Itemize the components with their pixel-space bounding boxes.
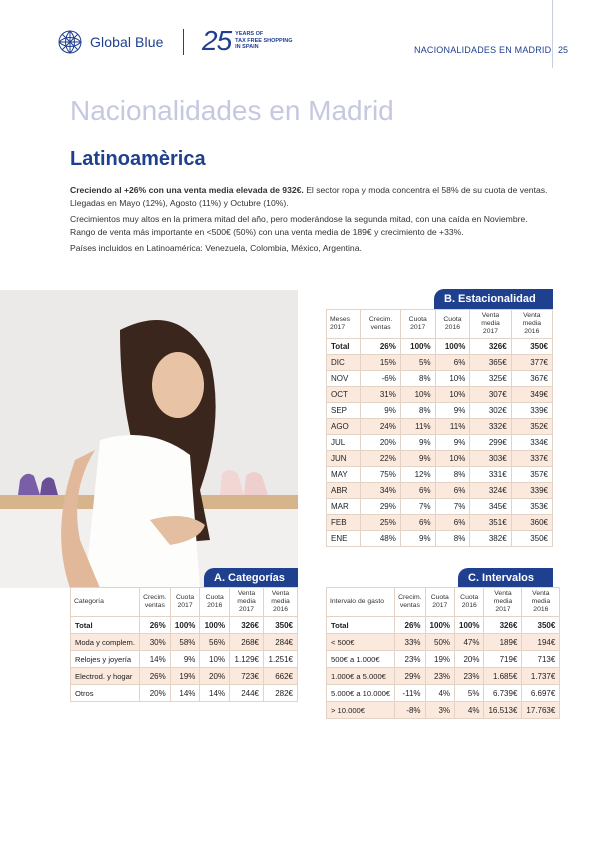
column-header: Cuota 2016 <box>200 588 230 617</box>
row-label: JUL <box>327 435 361 451</box>
table-row <box>327 483 553 499</box>
header-separator <box>183 29 184 55</box>
anniversary-line-3: IN SPAIN <box>235 44 259 51</box>
table-cell: 26% <box>361 339 401 355</box>
table-cell: 1.737€ <box>522 668 560 685</box>
table-row <box>71 651 298 668</box>
table-cell: 3% <box>425 702 454 719</box>
column-header: Meses 2017 <box>327 310 361 339</box>
globe-icon <box>56 28 84 56</box>
table-cell: 20% <box>200 668 230 685</box>
table-cell: 23% <box>455 668 484 685</box>
table-cell: 244€ <box>230 685 264 702</box>
table-body <box>327 617 560 719</box>
table-cell: 47% <box>455 634 484 651</box>
table-intervalos <box>326 587 560 719</box>
table-cell: 100% <box>425 617 454 634</box>
column-header: Cuota 2016 <box>435 310 470 339</box>
row-label: Electrod. y hogar <box>71 668 140 685</box>
table-total-row <box>327 339 553 355</box>
table-row <box>327 634 560 651</box>
row-label: ABR <box>327 483 361 499</box>
table-b-label: B. Estacionalidad <box>434 289 553 309</box>
table-row <box>327 467 553 483</box>
table-body <box>71 617 298 702</box>
row-label: 1.000€ a 5.000€ <box>327 668 395 685</box>
table-row <box>327 419 553 435</box>
table-cell: 34% <box>361 483 401 499</box>
table-cell: 350€ <box>264 617 298 634</box>
table-cell: 25% <box>361 515 401 531</box>
row-label: > 10.000€ <box>327 702 395 719</box>
table-cell: 303€ <box>470 451 511 467</box>
table-row <box>327 435 553 451</box>
table-cell: 377€ <box>511 355 552 371</box>
column-header: Venta media 2017 <box>470 310 511 339</box>
table-cell: 19% <box>170 668 200 685</box>
table-cell: 332€ <box>470 419 511 435</box>
table-cell: 16.513€ <box>484 702 522 719</box>
row-label: Moda y complem. <box>71 634 140 651</box>
anniversary-badge <box>202 27 293 55</box>
table-cell: 56% <box>200 634 230 651</box>
row-label: SEP <box>327 403 361 419</box>
table-cell: 100% <box>455 617 484 634</box>
row-label: 500€ a 1.000€ <box>327 651 395 668</box>
table-cell: 8% <box>435 531 470 547</box>
anniversary-line-1: YEARS OF <box>235 31 264 38</box>
intro-paragraph-1-rest: El sector ropa y moda concentra el 58% de su cuota de ventas. Llegadas en Mayo (12%), Agosto (11%) y Octubre (10%). <box>70 185 548 208</box>
table-cell: 189€ <box>484 634 522 651</box>
column-header: Cuota 2017 <box>425 588 454 617</box>
column-header: Cuota 2017 <box>170 588 200 617</box>
table-cell: 6% <box>435 515 470 531</box>
table-cell: 1.685€ <box>484 668 522 685</box>
table-row <box>71 634 298 651</box>
table-estacionalidad <box>326 309 553 547</box>
table-cell: 331€ <box>470 467 511 483</box>
brand-name: Global Blue <box>90 34 164 50</box>
row-label: OCT <box>327 387 361 403</box>
table-row <box>327 651 560 668</box>
table-cell: 353€ <box>511 499 552 515</box>
table-header-row <box>71 588 298 617</box>
table-cell: 723€ <box>230 668 264 685</box>
table-cell: 20% <box>361 435 401 451</box>
column-header: Venta media 2016 <box>522 588 560 617</box>
woman-shopping-photo <box>0 290 298 588</box>
table-row <box>327 702 560 719</box>
table-row <box>71 685 298 702</box>
table-cell: 350€ <box>511 339 552 355</box>
table-cell: 339€ <box>511 403 552 419</box>
row-label: Otros <box>71 685 140 702</box>
table-cell: 11% <box>435 419 470 435</box>
table-cell: 350€ <box>511 531 552 547</box>
table-cell: 10% <box>435 451 470 467</box>
table-cell: 26% <box>139 668 170 685</box>
table-cell: 352€ <box>511 419 552 435</box>
table-cell: 100% <box>170 617 200 634</box>
table-cell: 100% <box>200 617 230 634</box>
row-label: FEB <box>327 515 361 531</box>
section-label: NACIONALIDADES EN MADRID <box>414 45 552 55</box>
column-header: Venta media 2016 <box>511 310 552 339</box>
table-row <box>327 403 553 419</box>
table-cell: 4% <box>455 702 484 719</box>
table-cell: 9% <box>400 451 435 467</box>
table-cell: 48% <box>361 531 401 547</box>
intro-text <box>70 184 550 258</box>
table-cell: 100% <box>435 339 470 355</box>
column-header: Crecim. ventas <box>139 588 170 617</box>
table-cell: 7% <box>435 499 470 515</box>
table-cell: 6.739€ <box>484 685 522 702</box>
row-label: Total <box>327 339 361 355</box>
table-cell: 351€ <box>470 515 511 531</box>
table-cell: 367€ <box>511 371 552 387</box>
table-cell: 14% <box>200 685 230 702</box>
table-cell: 282€ <box>264 685 298 702</box>
row-label: AGO <box>327 419 361 435</box>
table-cell: 23% <box>395 651 425 668</box>
intro-paragraph-1 <box>70 184 550 210</box>
table-cell: 9% <box>400 435 435 451</box>
table-cell: 324€ <box>470 483 511 499</box>
column-header: Venta media 2017 <box>230 588 264 617</box>
row-label: Relojes y joyería <box>71 651 140 668</box>
table-cell: 268€ <box>230 634 264 651</box>
table-cell: 284€ <box>264 634 298 651</box>
table-cell: 9% <box>400 531 435 547</box>
table-cell: 10% <box>435 387 470 403</box>
page-number: 25 <box>558 45 569 55</box>
table-cell: 9% <box>435 435 470 451</box>
table-cell: 17.763€ <box>522 702 560 719</box>
header-vertical-rule <box>552 0 553 68</box>
row-label: DIC <box>327 355 361 371</box>
table-cell: 9% <box>361 403 401 419</box>
table-cell: 22% <box>361 451 401 467</box>
row-label: NOV <box>327 371 361 387</box>
page-header <box>0 0 595 70</box>
anniversary-line-2: TAX FREE SHOPPING <box>235 37 293 44</box>
intro-paragraph-3: Países incluidos en Latinoamérica: Venezuela, Colombia, México, Argentina. <box>70 243 362 253</box>
table-cell: 1.251€ <box>264 651 298 668</box>
table-row <box>327 515 553 531</box>
table-cell: 20% <box>139 685 170 702</box>
column-header: Cuota 2016 <box>455 588 484 617</box>
table-cell: 334€ <box>511 435 552 451</box>
column-header: Categoría <box>71 588 140 617</box>
table-cell: 326€ <box>484 617 522 634</box>
table-cell: 345€ <box>470 499 511 515</box>
table-cell: 9% <box>170 651 200 668</box>
table-cell: 307€ <box>470 387 511 403</box>
table-cell: -8% <box>395 702 425 719</box>
global-blue-logo <box>56 27 163 57</box>
row-label: Total <box>327 617 395 634</box>
table-cell: 662€ <box>264 668 298 685</box>
table-cell: 19% <box>425 651 454 668</box>
table-cell: 30% <box>139 634 170 651</box>
table-cell: 4% <box>425 685 454 702</box>
page-subtitle: Latinoamèrica <box>70 148 206 170</box>
table-cell: 302€ <box>470 403 511 419</box>
row-label: Total <box>71 617 140 634</box>
table-cell: 24% <box>361 419 401 435</box>
column-header: Venta media 2016 <box>264 588 298 617</box>
table-row <box>327 451 553 467</box>
row-label: < 500€ <box>327 634 395 651</box>
table-header-row <box>327 310 553 339</box>
table-cell: 23% <box>425 668 454 685</box>
table-cell: 5% <box>455 685 484 702</box>
table-cell: 100% <box>400 339 435 355</box>
table-cell: 12% <box>400 467 435 483</box>
table-cell: 6% <box>435 483 470 499</box>
table-cell: 29% <box>361 499 401 515</box>
table-cell: 9% <box>435 403 470 419</box>
table-row <box>327 355 553 371</box>
table-cell: 31% <box>361 387 401 403</box>
table-row <box>71 668 298 685</box>
table-cell: 6% <box>435 355 470 371</box>
row-label: 5.000€ a 10.000€ <box>327 685 395 702</box>
table-cell: 75% <box>361 467 401 483</box>
table-cell: 14% <box>139 651 170 668</box>
row-label: ENE <box>327 531 361 547</box>
table-cell: 10% <box>400 387 435 403</box>
row-label: JUN <box>327 451 361 467</box>
table-cell: 326€ <box>230 617 264 634</box>
intro-paragraph-2: Crecimientos muy altos en la primera mitad del año, pero moderándose la segunda mitad, con una caída en Noviembre. Rango de venta más importante en <500€ (50%) con una venta media de 189€ y crecimiento de +33%. <box>70 214 528 237</box>
table-cell: 360€ <box>511 515 552 531</box>
table-cell: 325€ <box>470 371 511 387</box>
table-cell: 33% <box>395 634 425 651</box>
table-cell: 713€ <box>522 651 560 668</box>
column-header: Cuota 2017 <box>400 310 435 339</box>
page-title: Nacionalidades en Madrid <box>70 95 394 126</box>
table-row <box>327 668 560 685</box>
table-cell: 194€ <box>522 634 560 651</box>
table-cell: 10% <box>435 371 470 387</box>
anniversary-text <box>235 31 292 51</box>
table-row <box>327 685 560 702</box>
table-body <box>327 339 553 547</box>
table-cell: -6% <box>361 371 401 387</box>
table-cell: 7% <box>400 499 435 515</box>
intro-highlight: Creciendo al +26% con una venta media elevada de 932€. <box>70 185 304 195</box>
table-cell: 11% <box>400 419 435 435</box>
table-row <box>327 387 553 403</box>
table-cell: 350€ <box>522 617 560 634</box>
column-header: Crecim. ventas <box>395 588 425 617</box>
table-total-row <box>71 617 298 634</box>
table-row <box>327 371 553 387</box>
table-categorias <box>70 587 298 702</box>
column-header: Intervalo de gasto <box>327 588 395 617</box>
table-cell: 14% <box>170 685 200 702</box>
table-cell: 1.129€ <box>230 651 264 668</box>
table-row <box>327 531 553 547</box>
table-cell: 349€ <box>511 387 552 403</box>
table-cell: 6% <box>400 515 435 531</box>
table-cell: 6% <box>400 483 435 499</box>
table-cell: 8% <box>435 467 470 483</box>
anniversary-number: 25 <box>202 25 232 56</box>
table-cell: 365€ <box>470 355 511 371</box>
table-cell: 339€ <box>511 483 552 499</box>
table-cell: 337€ <box>511 451 552 467</box>
table-a-label: A. Categorías <box>204 568 298 588</box>
table-c-label: C. Intervalos <box>458 568 553 588</box>
table-cell: 6.697€ <box>522 685 560 702</box>
table-row <box>327 499 553 515</box>
table-cell: 357€ <box>511 467 552 483</box>
table-cell: 5% <box>400 355 435 371</box>
table-cell: -11% <box>395 685 425 702</box>
table-cell: 719€ <box>484 651 522 668</box>
table-cell: 29% <box>395 668 425 685</box>
table-cell: 50% <box>425 634 454 651</box>
table-cell: 26% <box>139 617 170 634</box>
table-cell: 58% <box>170 634 200 651</box>
table-cell: 8% <box>400 371 435 387</box>
column-header: Venta media 2017 <box>484 588 522 617</box>
table-cell: 299€ <box>470 435 511 451</box>
table-cell: 26% <box>395 617 425 634</box>
column-header: Crecim. ventas <box>361 310 401 339</box>
table-cell: 382€ <box>470 531 511 547</box>
table-cell: 20% <box>455 651 484 668</box>
table-cell: 10% <box>200 651 230 668</box>
row-label: MAY <box>327 467 361 483</box>
table-cell: 15% <box>361 355 401 371</box>
table-cell: 326€ <box>470 339 511 355</box>
table-header-row <box>327 588 560 617</box>
table-total-row <box>327 617 560 634</box>
table-cell: 8% <box>400 403 435 419</box>
row-label: MAR <box>327 499 361 515</box>
